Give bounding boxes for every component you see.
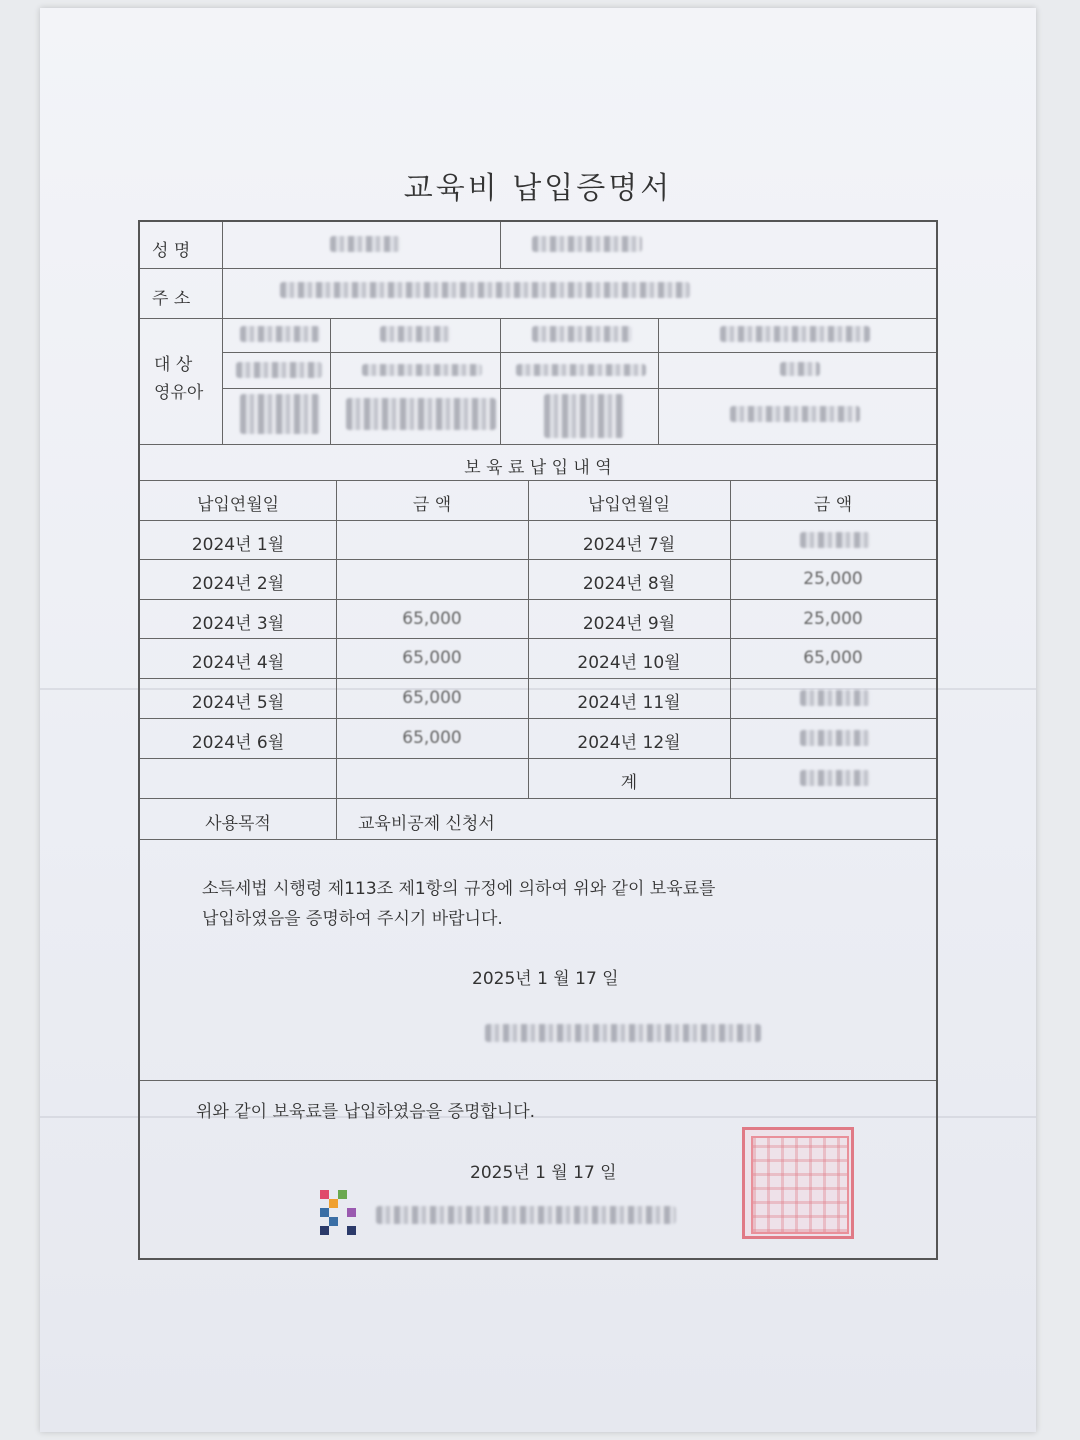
redacted-target (240, 394, 320, 434)
payment-date: 2024년 11월 (577, 693, 681, 713)
document-title: 교육비 납입증명서 (403, 171, 673, 206)
payment-amount: 25,000 (803, 609, 863, 629)
payment-amount: 25,000 (803, 569, 863, 589)
redacted-amount (800, 730, 870, 746)
label-target-1: 대 상 (154, 355, 193, 375)
redacted-target (730, 406, 860, 422)
payment-date: 2024년 3월 (191, 614, 285, 634)
official-seal (742, 1127, 854, 1239)
certify-text: 위와 같이 보육료를 납입하였음을 증명합니다. (196, 1102, 536, 1122)
label-target-2: 영유아 (154, 383, 204, 403)
document-sheet (40, 8, 1036, 1432)
label-name: 성 명 (152, 241, 191, 261)
col-amount-left: 금 액 (412, 495, 452, 515)
payment-date: 2024년 5월 (191, 693, 285, 713)
payment-date: 2024년 6월 (191, 733, 285, 753)
col-date-right: 납입연월일 (587, 495, 671, 515)
redacted-target (516, 364, 646, 376)
request-line-1: 소득세법 시행령 제113조 제1항의 규정에 의하여 위와 같이 보육료를 (202, 879, 716, 899)
payment-section-title: 보 육 료 납 입 내 역 (464, 458, 612, 478)
redacted-amount (800, 532, 870, 548)
redacted-target (720, 326, 870, 342)
redacted-target (380, 326, 450, 342)
redacted-target (362, 364, 482, 376)
redacted-target (236, 362, 322, 378)
certificate-form (138, 220, 938, 1260)
request-date: 2025년 1 월 17 일 (472, 969, 619, 989)
redacted-name (330, 236, 400, 252)
redacted-target (346, 398, 496, 430)
payment-date: 2024년 2월 (191, 574, 285, 594)
col-date-left: 납입연월일 (196, 495, 280, 515)
payment-date: 2024년 8월 (582, 574, 676, 594)
redacted-target (544, 394, 624, 438)
payment-amount: 65,000 (402, 728, 462, 748)
payment-date: 2024년 10월 (577, 653, 681, 673)
certify-date: 2025년 1 월 17 일 (470, 1163, 617, 1183)
payment-amount: 65,000 (402, 609, 462, 629)
payment-amount: 65,000 (803, 648, 863, 668)
redacted-target (780, 362, 820, 376)
redacted-amount (800, 690, 870, 706)
payment-date: 2024년 9월 (582, 614, 676, 634)
redacted-institution (376, 1206, 676, 1224)
col-amount-right: 금 액 (813, 495, 853, 515)
total-label: 계 (620, 773, 638, 793)
request-line-2: 납입하였음을 증명하여 주시기 바랍니다. (202, 909, 503, 929)
purpose-value: 교육비공제 신청서 (358, 814, 495, 834)
label-address: 주 소 (152, 289, 191, 309)
redacted-total (800, 770, 870, 786)
payment-date: 2024년 1월 (191, 535, 285, 555)
payment-amount: 65,000 (402, 648, 462, 668)
redacted-applicant (485, 1024, 761, 1042)
institution-logo (320, 1190, 366, 1236)
redacted-target (240, 326, 320, 342)
payment-amount: 65,000 (402, 688, 462, 708)
payment-date: 2024년 4월 (191, 653, 285, 673)
redacted-address (280, 282, 690, 298)
redacted-target (532, 326, 632, 342)
payment-date: 2024년 7월 (582, 535, 676, 555)
redacted-id (532, 236, 642, 252)
payment-date: 2024년 12월 (577, 733, 681, 753)
label-purpose: 사용목적 (205, 814, 271, 834)
